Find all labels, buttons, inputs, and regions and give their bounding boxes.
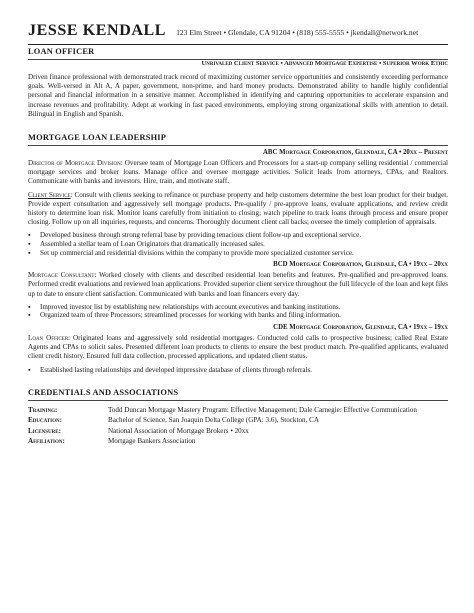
candidate-name: JESSE KENDALL bbox=[28, 22, 167, 39]
list-item: ▪ Set up commercial and residential divisions within the company to provide more specialized customer service. bbox=[28, 248, 354, 257]
list-item: ▪ Established lasting relationships and developed impressive database of clients through referrals. bbox=[28, 365, 313, 374]
credential-label: Licensure: bbox=[28, 426, 61, 435]
credential-label: Affiliation: bbox=[28, 436, 65, 445]
credentials-table bbox=[28, 405, 448, 446]
achievement-list bbox=[28, 303, 448, 320]
header-divider bbox=[28, 44, 448, 45]
company-line: ABC Mortgage Corporation, Glendale, CA • 20xx – Present bbox=[263, 149, 448, 157]
role-text: : Oversee team of Mortgage Loan Officers and Processors for a start-up company selling residential / commercial mortgage services and broker loans. Manage office and oversee mortgage activities. Solicit leads from attorneys, CPAs, and Realtors. Communicate with banks and investors. Hire, train, and motivate staff. bbox=[28, 159, 448, 186]
credential-row bbox=[28, 405, 448, 415]
list-item: ▪ Developed business through strong referral base by providing tenacious client follow-up and exceptional service. bbox=[28, 231, 362, 240]
job-paragraph bbox=[28, 191, 448, 228]
resume-header bbox=[28, 22, 448, 40]
company-line: BCD Mortgage Corporation, Glendale, CA • 19xx – 20xx bbox=[273, 261, 448, 269]
achievement-list bbox=[28, 366, 448, 375]
credential-row bbox=[28, 415, 448, 425]
experience-title: MORTGAGE LOAN LEADERSHIP bbox=[28, 133, 167, 143]
list-item: ▪ Assembled a stellar team of Loan Originators that dramatically increased sales. bbox=[28, 240, 265, 249]
bullet-icon: ▪ bbox=[28, 248, 31, 257]
job-entry bbox=[28, 261, 448, 320]
role-lead: Loan Officer bbox=[28, 334, 69, 343]
credential-value: Bachelor of Science, San Joaquin Delta College (GPA: 3.6), Stockton, CA bbox=[108, 416, 319, 425]
credentials-divider bbox=[28, 400, 448, 401]
bullet-icon: ▪ bbox=[28, 240, 31, 249]
bullet-icon: ▪ bbox=[28, 231, 31, 240]
summary-paragraph: Driven finance professional with demonstrated track record of maximizing customer service opportunities and consistently exceeding performance goals. Well-versed in Alt A, A paper, government, non-prime, and hard money products. Demonstrated ability to handle highly confidential personal and financial information in a sensitive manner. Accomplished in identifying and capturing opportunities to accelerate expansion and increase revenues and profitability. Adept at working in fast paced environments, employing strong organizational skills with attention to detail. Bilingual in English and Spanish. bbox=[28, 73, 448, 118]
objective-subtitle: Unrivaled Client Service • Advanced Mortgage Expertise • Superior Work Ethic bbox=[201, 60, 448, 67]
bullet-icon: ▪ bbox=[28, 302, 31, 311]
credential-label: Training: bbox=[28, 406, 58, 415]
role-text: : Worked closely with clients and described residential loan benefits and features. Pre-qualified and pre-approved loans. Performed credit evaluations and reviewed loan applications. Provided superior client service throughout the full lifecycle of the loan and kept files up to date to ensure client satisfaction. Communicated with banks and loan financers every day. bbox=[28, 271, 448, 298]
role-lead: Mortgage Consultant bbox=[28, 271, 95, 280]
list-item: ▪ Organized team of three Processors; streamlined processes for working with banks and filing information. bbox=[28, 311, 341, 320]
experience-divider bbox=[28, 145, 448, 146]
credentials-title: CREDENTIALS AND ASSOCIATIONS bbox=[28, 388, 179, 398]
job-entry bbox=[28, 149, 448, 257]
role-text: : Originated loans and aggressively sold residential mortgages. Conducted cold calls to prospective business; called Real Estate Agents and CPAs to solicit sales. Presented different loan products to clients to ensure the best product match. Pre-qualified applicants, evaluated client credit history. Ensured full data collection, processed applications, and updated client status. bbox=[28, 334, 449, 361]
list-item: ▪ Improved investor list by establishing new relationships with account executives and banking institutions. bbox=[28, 302, 341, 311]
job-paragraph bbox=[28, 271, 448, 299]
role-text: : Consult with clients seeking to refinance or purchase property and help customers determine the best loan product for their budget. Provide expert consultation and aggressively sell mortgage products. Pre-qualify / pre-approve loans, evaluate applications, and review credit history to determine loan risk. Monitor loans carefully from initiation to closing; watch pipeline to track loans through process and ensure proper closing. Follow up on all inquiries, requests, and concerns. Thoroughly document client call backs; oversee the timely completion of appraisals. bbox=[28, 190, 448, 227]
credential-value: Mortgage Bankers Association bbox=[108, 436, 196, 445]
job-paragraph bbox=[28, 334, 448, 362]
credential-row bbox=[28, 436, 448, 446]
job-entry bbox=[28, 324, 448, 374]
company-line: CDE Mortgage Corporation, Glendale, CA • 19xx – 19xx bbox=[273, 324, 448, 332]
role-lead: Client Service bbox=[28, 190, 71, 199]
credential-row bbox=[28, 426, 448, 436]
role-lead: Director of Mortgage Division bbox=[28, 159, 121, 168]
bullet-icon: ▪ bbox=[28, 311, 31, 320]
bullet-icon: ▪ bbox=[28, 365, 31, 374]
credential-value: National Association of Mortgage Brokers • 20xx bbox=[108, 426, 249, 435]
contact-info: 123 Elm Street • Glendale, CA 91204 • (818) 555-5555 • jkendall@network.net bbox=[176, 28, 419, 37]
credential-label: Education: bbox=[28, 416, 62, 425]
objective-title: LOAN OFFICER bbox=[28, 47, 95, 56]
job-paragraph bbox=[28, 159, 448, 187]
achievement-list bbox=[28, 231, 448, 257]
credential-value: Todd Duncan Mortgage Mastery Program: Effective Management; Dale Carnegie: Effective Communication bbox=[108, 406, 417, 415]
